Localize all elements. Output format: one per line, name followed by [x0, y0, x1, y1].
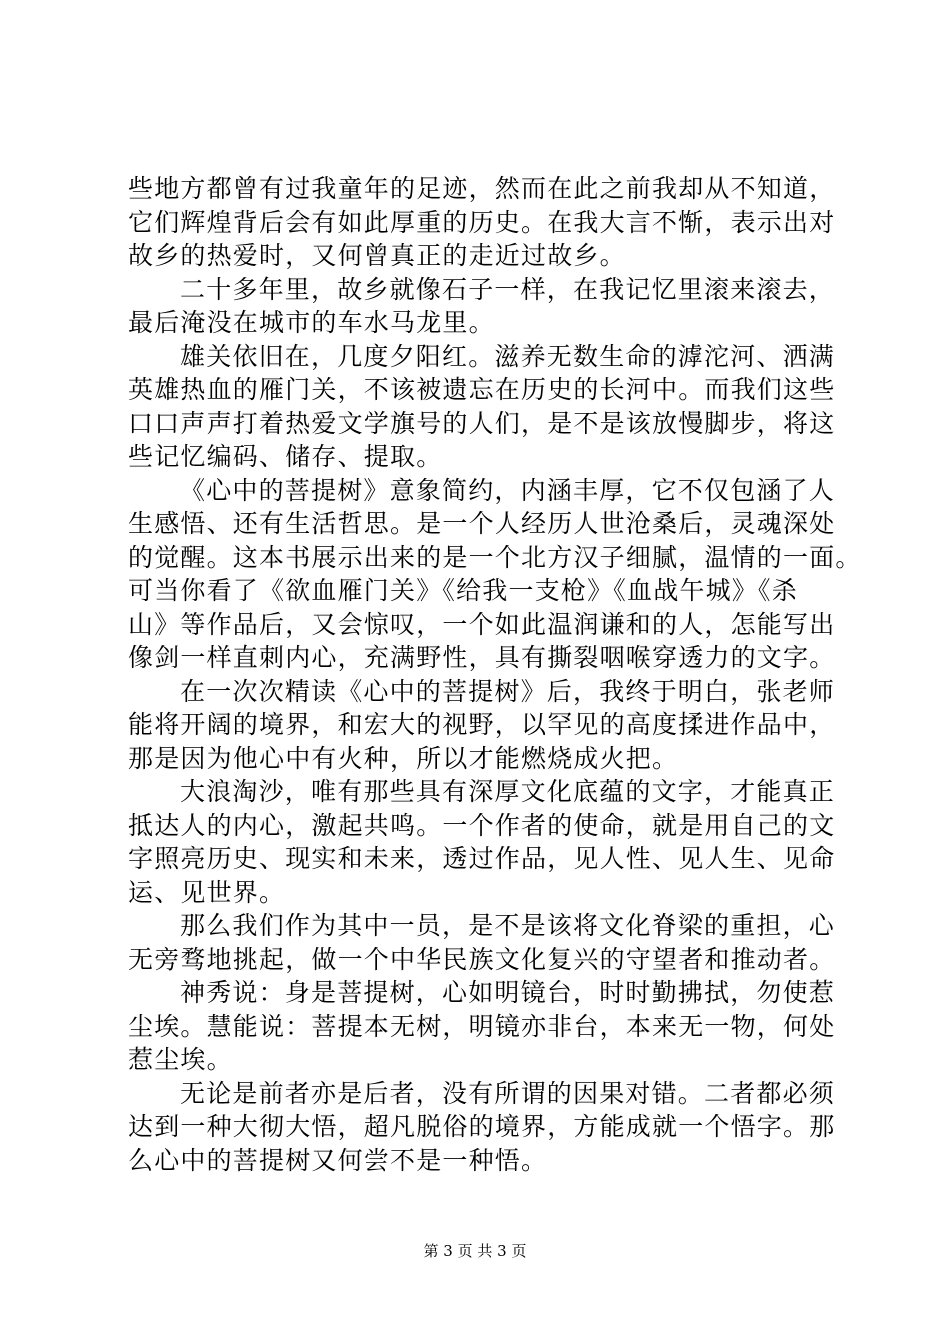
text-line: 口口声声打着热爱文学旗号的人们，是不是该放慢脚步，将这	[128, 408, 836, 438]
text-line: 么心中的菩提树又何尝不是一种悟。	[128, 1145, 548, 1175]
text-line: 些地方都曾有过我童年的足迹，然而在此之前我却从不知道，	[128, 174, 836, 203]
text-line: 尘埃。慧能说：菩提本无树，明镜亦非台，本来无一物，何处	[128, 1011, 836, 1041]
text-line: 的觉醒。这本书展示出来的是一个北方汉子细腻，温情的一面。	[128, 542, 862, 572]
text-line: 神秀说：身是菩提树，心如明镜台，时时勤拂拭，勿使惹	[180, 978, 836, 1007]
text-line: 无论是前者亦是后者，没有所谓的因果对错。二者都必须	[180, 1078, 836, 1108]
text-line: 能将开阔的境界，和宏大的视野，以罕见的高度揉进作品中，	[128, 710, 836, 739]
text-line: 像剑一样直刺内心，充满野性，具有撕裂咽喉穿透力的文字。	[128, 643, 836, 672]
text-line: 那是因为他心中有火种，所以才能燃烧成火把。	[128, 743, 679, 773]
text-line: 《心中的菩提树》意象简约，内涵丰厚，它不仅包涵了人	[180, 475, 836, 505]
text-line: 生感悟、还有生活哲思。是一个人经历人世沧桑后，灵魂深处	[128, 509, 836, 538]
text-line: 惹尘埃。	[128, 1045, 233, 1074]
text-line: 雄关依旧在，几度夕阳红。滋养无数生命的滹沱河、洒满	[180, 341, 836, 371]
text-line: 大浪淘沙，唯有那些具有深厚文化底蕴的文字，才能真正	[180, 777, 836, 806]
article-body	[128, 172, 862, 1177]
text-line: 在一次次精读《心中的菩提树》后，我终于明白，张老师	[180, 676, 836, 706]
text-line: 故乡的热爱时，又何曾真正的走近过故乡。	[128, 241, 626, 270]
text-line: 英雄热血的雁门关，不该被遗忘在历史的长河中。而我们这些	[128, 375, 836, 404]
text-line: 山》等作品后，又会惊叹，一个如此温润谦和的人，怎能写出	[128, 609, 836, 639]
text-line: 二十多年里，故乡就像石子一样，在我记忆里滚来滚去，	[180, 274, 836, 304]
text-line: 字照亮历史、现实和未来，透过作品，见人性、见人生、见命	[128, 844, 836, 873]
text-line: 它们辉煌背后会有如此厚重的历史。在我大言不惭，表示出对	[128, 207, 836, 237]
text-line: 最后淹没在城市的车水马龙里。	[128, 308, 495, 337]
text-line: 那么我们作为其中一员，是不是该将文化脊梁的重担，心	[180, 911, 836, 940]
text-line: 些记忆编码、储存、提取。	[128, 442, 443, 471]
text-line: 无旁骛地挑起，做一个中华民族文化复兴的守望者和推动者。	[128, 944, 836, 974]
text-line: 达到一种大彻大悟，超凡脱俗的境界，方能成就一个悟字。那	[128, 1112, 836, 1141]
text-line: 抵达人的内心，激起共鸣。一个作者的使命，就是用自己的文	[128, 810, 836, 840]
text-line: 运、见世界。	[128, 877, 286, 907]
text-line: 可当你看了《欲血雁门关》《给我一支枪》《血战午城》《杀	[128, 576, 798, 605]
page-footer: 第 3 页 共 3 页	[423, 1242, 527, 1260]
